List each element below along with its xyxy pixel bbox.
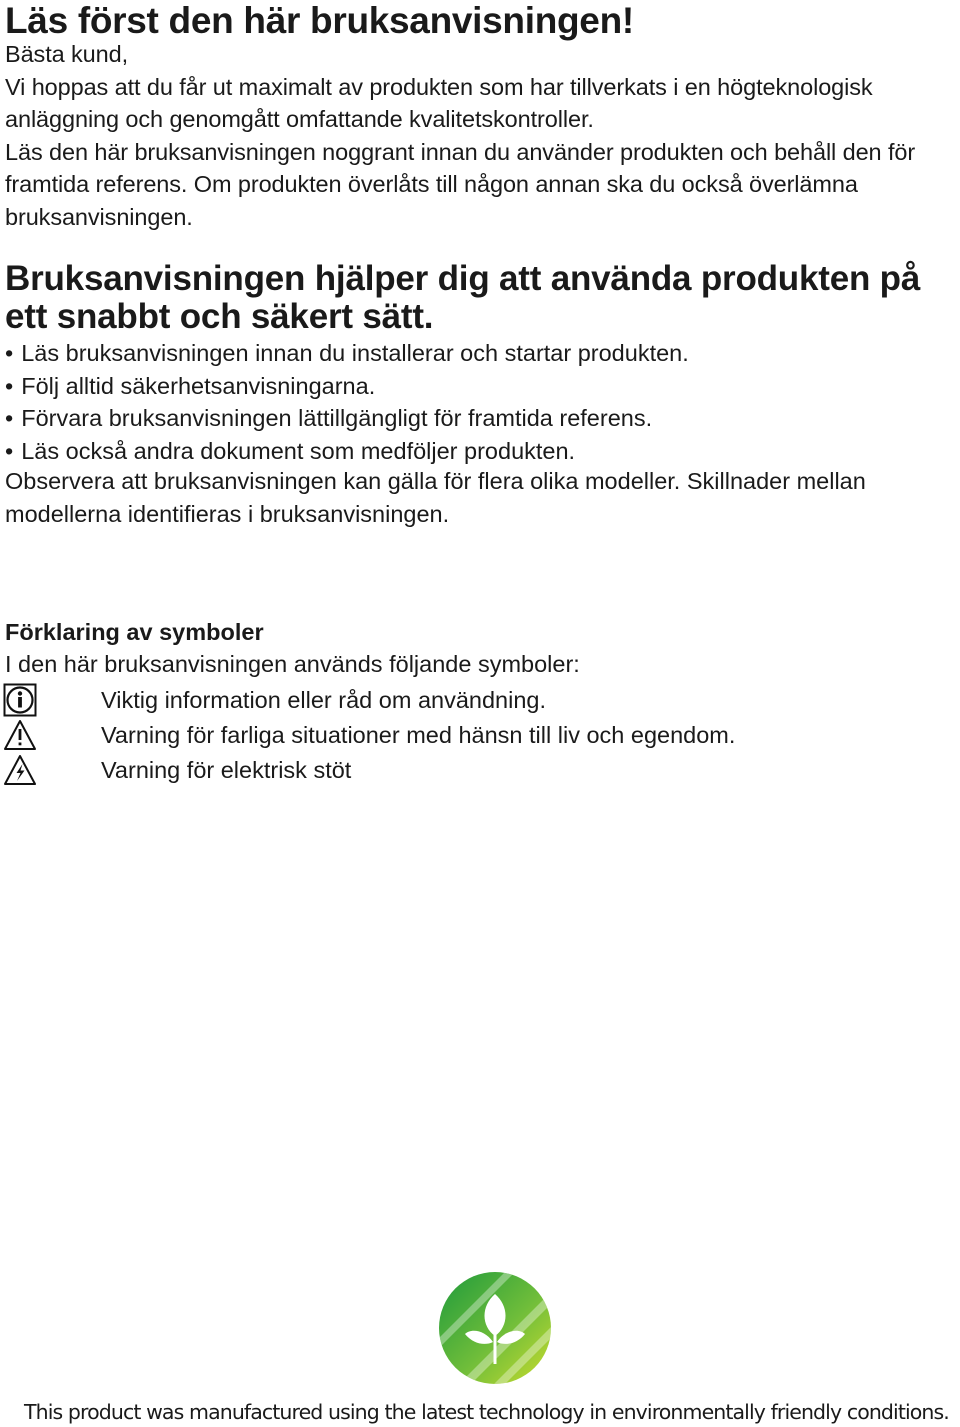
instruction-list bbox=[5, 337, 689, 467]
symbol-label: Viktig information eller råd om användning. bbox=[101, 687, 547, 713]
intro-paragraph-1: Vi hoppas att du får ut maximalt av produkten som har tillverkats i en högteknologisk anläggning och genomgått omfattande kvalitetskontroller. bbox=[5, 73, 873, 132]
page-title: Läs först den här bruksanvisningen! bbox=[5, 0, 634, 41]
list-item: • Följ alltid säkerhetsanvisningarna. bbox=[5, 370, 689, 403]
symbols-intro: I den här bruksanvisningen används följande symboler: bbox=[5, 651, 580, 677]
symbol-row-electric bbox=[3, 753, 943, 787]
intro-paragraph-2: Läs den här bruksanvisningen noggrant innan du använder produkten och behåll den för framtida referens. Om produkten överlåts till någon annan ska du också överlämna bruksanvisningen. bbox=[5, 138, 916, 230]
footer-note: This product was manufactured using the latest technology in environmentally friendly conditions. bbox=[24, 1400, 949, 1424]
intro-text bbox=[5, 38, 960, 233]
symbol-label: Varning för elektrisk stöt bbox=[101, 757, 352, 783]
list-item: • Läs bruksanvisningen innan du installerar och startar produkten. bbox=[5, 337, 689, 370]
list-item: • Läs också andra dokument som medföljer produkten. bbox=[5, 435, 689, 468]
info-icon bbox=[3, 683, 37, 717]
symbol-row-warning bbox=[3, 718, 943, 752]
list-item: • Förvara bruksanvisningen lättillgängligt för framtida referens. bbox=[5, 402, 689, 435]
symbols-heading: Förklaring av symboler bbox=[5, 619, 264, 645]
warning-triangle-icon bbox=[3, 718, 37, 752]
models-note: Observera att bruksanvisningen kan gälla för flera olika modeller. Skillnader mellan modellerna identifieras i bruksanvisningen. bbox=[5, 468, 866, 527]
symbol-row-info bbox=[3, 683, 943, 717]
greeting: Bästa kund, bbox=[5, 41, 129, 67]
symbol-label: Varning för farliga situationer med hänsn till liv och egendom. bbox=[101, 722, 736, 748]
section-heading: Bruksanvisningen hjälper dig att använda produkten på ett snabbt och säkert sätt. bbox=[5, 259, 921, 336]
electric-shock-warning-icon bbox=[3, 753, 37, 787]
leaf-eco-logo bbox=[437, 1270, 553, 1386]
